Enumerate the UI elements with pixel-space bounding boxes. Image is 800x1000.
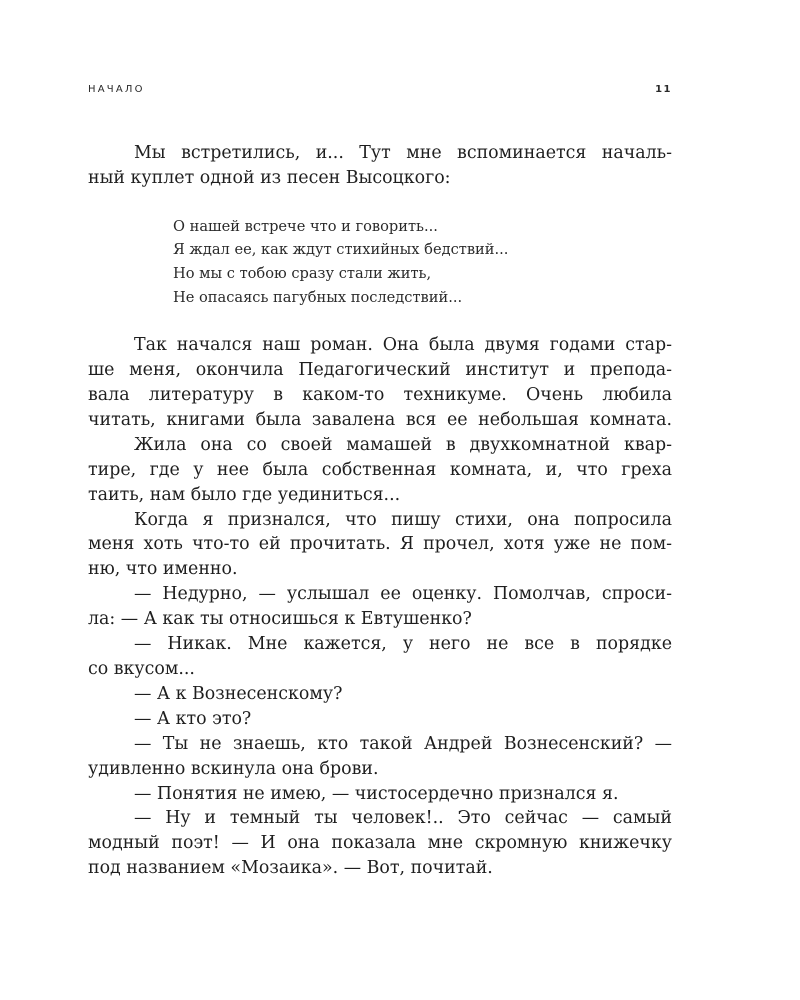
poem-verse-4: Не опасаясь пагубных последствий... (173, 288, 463, 306)
section-title: НАЧАЛО (88, 84, 145, 95)
text-line: — Понятия не имею, — чистосердечно признался я. (134, 783, 619, 804)
poem-verse-3: Но мы с тобою сразу стали жить, (173, 265, 432, 282)
paragraph-7 (88, 682, 672, 707)
text-line: ню, что именно. (88, 559, 238, 580)
text-line: — Ты не знаешь, кто такой Андрей Вознесенский? — (134, 733, 672, 754)
page-number: 11 (655, 84, 672, 95)
text-line: под названием «Мозаика». — Вот, почитай. (88, 858, 493, 879)
paragraph-10 (88, 782, 672, 807)
text-line: удивленно вскинула она брови. (88, 758, 379, 779)
paragraph-4 (88, 508, 672, 583)
text-line: таить, нам было где уединиться... (88, 484, 401, 505)
text-line: — А кто это? (134, 708, 252, 729)
paragraph-6 (88, 632, 672, 682)
paragraph-9 (88, 732, 672, 782)
text-line: ный куплет одной из песен Высоцкого: (88, 167, 451, 188)
text-line: — Никак. Мне кажется, у него не все в порядке (134, 634, 672, 655)
poem-verse-1: О нашей встрече что и говорить... (173, 217, 438, 235)
text-line: со вкусом... (88, 658, 195, 679)
text-line: — Ну и темный ты человек!.. Это сейчас — самый (134, 808, 672, 829)
poem-verse-2: Я ждал ее, как ждут стихийных бедствий... (173, 241, 509, 259)
text-line: — А к Вознесенскому? (134, 683, 343, 704)
text-line: Жила она со своей мамашей в двухкомнатной квар- (134, 434, 672, 455)
text-line: Когда я признался, что пишу стихи, она попросила (134, 509, 672, 530)
running-head (88, 84, 672, 98)
paragraph-2 (88, 333, 672, 433)
body-text (88, 141, 672, 881)
paragraph-8 (88, 707, 672, 732)
text-line: читать, книгами была завалена вся ее небольшая комната. (88, 409, 672, 430)
text-line: модный поэт! — И она показала мне скромную книжечку (88, 833, 672, 854)
paragraph-5 (88, 582, 672, 632)
text-line: меня хоть что-то ей прочитать. Я прочел, хотя уже не пом- (88, 534, 672, 555)
text-line: тире, где у нее была собственная комната, и, что греха (88, 459, 672, 480)
text-line: вала литературу в каком-то техникуме. Очень любила (88, 385, 672, 405)
poem-quote (173, 215, 672, 309)
paragraph-11 (88, 806, 672, 881)
text-line: Так начался наш роман. Она была двумя годами стар- (134, 335, 672, 356)
text-line: Мы встретились, и... Тут мне вспоминается началь- (134, 143, 672, 163)
text-line: — Недурно, — услышал ее оценку. Помолчав, спроси- (134, 584, 672, 605)
paragraph-3 (88, 433, 672, 508)
paragraph-1 (88, 141, 672, 191)
text-line: ла: — А как ты относишься к Евтушенко? (88, 609, 472, 630)
text-line: ше меня, окончила Педагогический институт и препода- (88, 360, 672, 381)
